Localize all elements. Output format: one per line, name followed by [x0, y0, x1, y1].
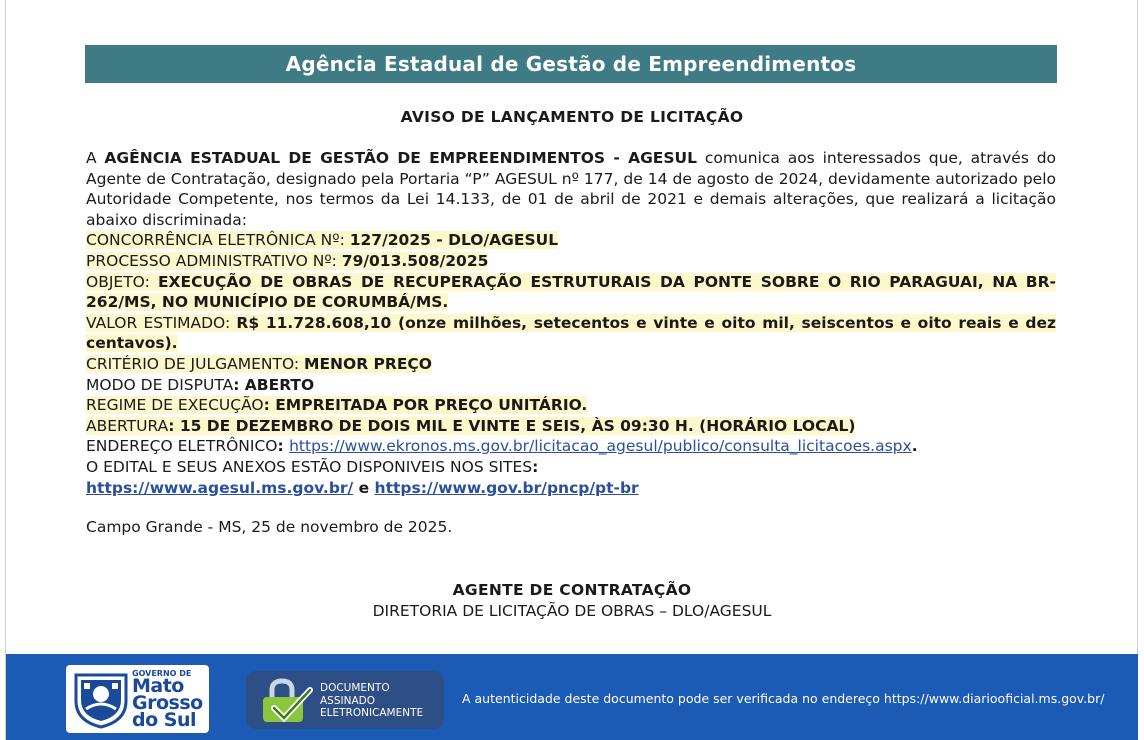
processo-label: PROCESSO ADMINISTRATIVO Nº: [86, 251, 342, 270]
state-seal-icon [72, 669, 130, 729]
regime-label: REGIME DE EXECUÇÃO [86, 396, 264, 415]
gov-logo-small: GOVERNO DE [132, 669, 192, 678]
gov-logo-line1: Mato [132, 675, 184, 697]
concorrencia-label: CONCORRÊNCIA ELETRÔNICA Nº: [86, 231, 350, 250]
modo-label: MODO DE DISPUTA [86, 375, 234, 394]
government-logo [66, 665, 209, 733]
endereco-colon: : [277, 437, 290, 456]
badge-line1: DOCUMENTO [320, 682, 390, 694]
government-wordmark [132, 669, 203, 729]
concorrencia-line [86, 230, 1056, 251]
agesul-site-link[interactable]: https://www.agesul.ms.gov.br/ [86, 478, 354, 497]
pncp-site-link[interactable]: https://www.gov.br/pncp/pt-br [374, 478, 639, 497]
sites-line [86, 478, 1056, 499]
modo-value: : ABERTO [233, 375, 315, 394]
intro-paragraph [86, 148, 1056, 230]
intro-prefix: A [86, 149, 105, 167]
edital-label: O EDITAL E SEUS ANEXOS ESTÃO DISPONIVEIS NOS SITES [86, 457, 533, 476]
objeto-line [86, 272, 1056, 313]
valor-line [86, 313, 1056, 354]
edital-line [86, 457, 1056, 478]
endereco-end: . [911, 437, 918, 456]
gov-logo-line3: do Sul [132, 709, 196, 731]
processo-line [86, 251, 1056, 272]
signed-document-badge [246, 671, 444, 729]
abertura-line [86, 416, 1056, 437]
concorrencia-value: 127/2025 - DLO/AGESUL [349, 231, 559, 250]
notice-body [86, 148, 1056, 498]
endereco-label: ENDEREÇO ELETRÔNICO [86, 437, 278, 456]
criterio-label: CRITÉRIO DE JULGAMENTO: [86, 354, 305, 373]
ekronos-link[interactable]: https://www.ekronos.ms.gov.br/licitacao_agesul/publico/consulta_licitacoes.aspx [289, 437, 912, 456]
authenticity-notice: A autenticidade deste documento pode ser verificada no endereço https://www.diariooficial.ms.gov.br/ [462, 691, 1105, 706]
objeto-label: OBJETO: [86, 272, 158, 291]
badge-line3: ELETRONICAMENTE [320, 707, 424, 719]
valor-label: VALOR ESTIMADO: [86, 313, 237, 332]
modo-line [86, 375, 1056, 396]
intro-rest: comunica aos interessados que, através do Agente de Contratação, designado pela Portaria “P” AGESUL nº 177, de 14 de agosto de 2024, devidamente autorizado pelo Autoridade Competente, nos termos da Lei 14.133, de 01 de abril de 2021 e demais alterações, que realizará a licitação abaixo discriminada: [86, 149, 1057, 229]
objeto-value: EXECUÇÃO DE OBRAS DE RECUPERAÇÃO ESTRUTURAIS DA PONTE SOBRE O RIO PARAGUAI, NA BR-262/MS, NO MUNICÍPIO DE CORUMBÁ/MS. [86, 272, 1056, 312]
badge-text [320, 682, 423, 720]
valor-value: R$ 11.728.608,10 (onze milhões, setecentos e vinte e oito mil, seiscentos e oito reais e dez centavos). [86, 313, 1057, 353]
abertura-value: : 15 DE DEZEMBRO DE DOIS MIL E VINTE E SEIS, ÀS 09:30 H. (HORÁRIO LOCAL) [168, 416, 856, 435]
signature-subtitle: DIRETORIA DE LICITAÇÃO DE OBRAS – DLO/AGESUL [372, 602, 772, 620]
padlock-check-icon [258, 678, 314, 724]
abertura-label: ABERTURA [86, 416, 169, 435]
badge-line2: ASSINADO [320, 694, 375, 707]
processo-value: 79/013.508/2025 [341, 251, 489, 270]
endereco-line [86, 436, 1056, 457]
regime-value: : EMPREITADA POR PREÇO UNITÁRIO. [263, 396, 588, 415]
edital-colon: : [532, 457, 539, 476]
date-line: Campo Grande - MS, 25 de novembro de 2025. [86, 518, 453, 536]
criterio-value: MENOR PREÇO [304, 354, 432, 373]
criterio-line [86, 354, 1056, 375]
sites-separator: e [353, 478, 375, 497]
signature-title: AGENTE DE CONTRATAÇÃO [452, 581, 692, 599]
footer-bar [6, 654, 1138, 740]
notice-title: AVISO DE LANÇAMENTO DE LICITAÇÃO [400, 108, 744, 126]
intro-agency: AGÊNCIA ESTADUAL DE GESTÃO DE EMPREENDIMENTOS - AGESUL [104, 149, 698, 167]
gov-logo-line2: Grosso [132, 692, 203, 714]
regime-line [86, 395, 1056, 416]
agency-banner: Agência Estadual de Gestão de Empreendimentos [85, 45, 1057, 83]
